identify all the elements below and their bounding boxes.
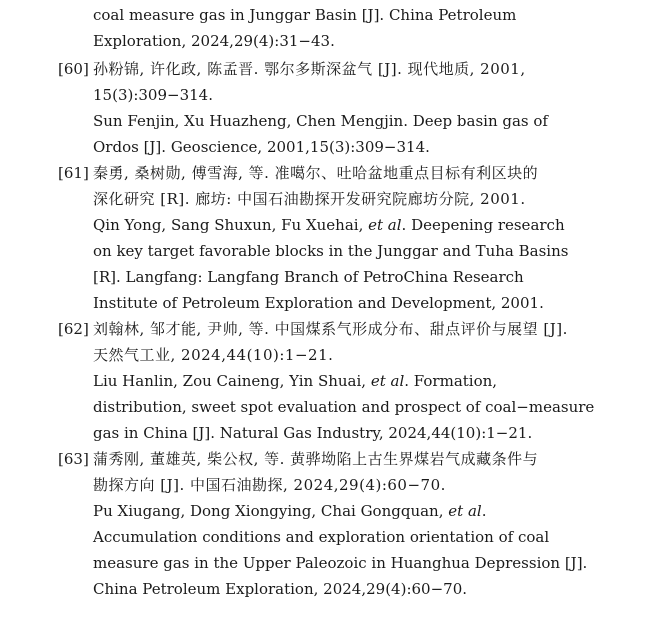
ref63-number: [63] [58,450,89,468]
ref63-authors: Pu Xiugang, Dong Xiongying, Chai Gongquan, [93,502,449,520]
ref63-title-start: . [481,502,487,520]
ref61-en-line-4: Institute of Petroleum Exploration and Development, 2001. [93,294,544,312]
ref63-cn-line-2: 勘探方向 [J]. 中国石油勘探, 2024,29(4):60−70. [93,476,446,494]
ref63-en-line-3: measure gas in the Upper Paleozoic in Huanghua Depression [J]. [93,554,588,572]
ref62-cn-line-1: 刘翰林, 邹才能, 尹帅, 等. 中国煤系气形成分布、甜点评价与展望 [J]. [93,320,568,338]
ref63-en-line-1 [93,498,486,524]
ref61-authors: Qin Yong, Sang Shuxun, Fu Xuehai, [93,216,369,234]
ref59-line-1: coal measure gas in Junggar Basin [J]. China Petroleum [93,6,517,24]
ref60-en-line-1: Sun Fenjin, Xu Huazheng, Chen Mengjin. Deep basin gas of [93,112,548,130]
ref61-en-line-3: [R]. Langfang: Langfang Branch of PetroChina Research [93,268,524,286]
ref61-en-line-1 [93,212,565,238]
ref63-en-line-4: China Petroleum Exploration, 2024,29(4):60−70. [93,580,468,598]
ref62-etal: et al [370,372,405,390]
ref62-en-line-3: gas in China [J]. Natural Gas Industry, 2024,44(10):1−21. [93,424,533,442]
ref60-number: [60] [58,60,89,78]
ref62-title-start: . Formation, [404,372,498,390]
ref60-cn-line-1: 孙粉锦, 许化政, 陈孟晋. 鄂尔多斯深盆气 [J]. 现代地质, 2001, [93,60,526,78]
ref59-line-2: Exploration, 2024,29(4):31−43. [93,32,335,50]
ref61-cn-line-2: 深化研究 [R]. 廊坊: 中国石油勘探开发研究院廊坊分院, 2001. [93,190,526,208]
ref62-en-line-1 [93,368,497,394]
ref63-cn-line-1: 蒲秀刚, 董雄英, 柴公权, 等. 黄骅坳陷上古生界煤岩气成藏条件与 [93,450,539,468]
ref63-en-line-2: Accumulation conditions and exploration orientation of coal [93,528,550,546]
ref62-en-line-2: distribution, sweet spot evaluation and prospect of coal−measure [93,398,595,416]
ref60-en-line-2: Ordos [J]. Geoscience, 2001,15(3):309−314. [93,138,430,156]
ref61-cn-line-1: 秦勇, 桑树勋, 傅雪海, 等. 准噶尔、吐哈盆地重点目标有利区块的 [93,164,539,182]
ref61-en-line-2: on key target favorable blocks in the Junggar and Tuha Basins [93,242,569,260]
ref61-etal: et al [368,216,402,234]
ref62-cn-line-2: 天然气工业, 2024,44(10):1−21. [93,346,334,364]
ref63-etal: et al [448,502,482,520]
ref62-authors: Liu Hanlin, Zou Caineng, Yin Shuai, [93,372,371,390]
ref60-cn-line-2: 15(3):309−314. [93,86,213,104]
ref61-title-start: . Deepening research [401,216,565,234]
ref61-number: [61] [58,164,89,182]
ref62-number: [62] [58,320,89,338]
